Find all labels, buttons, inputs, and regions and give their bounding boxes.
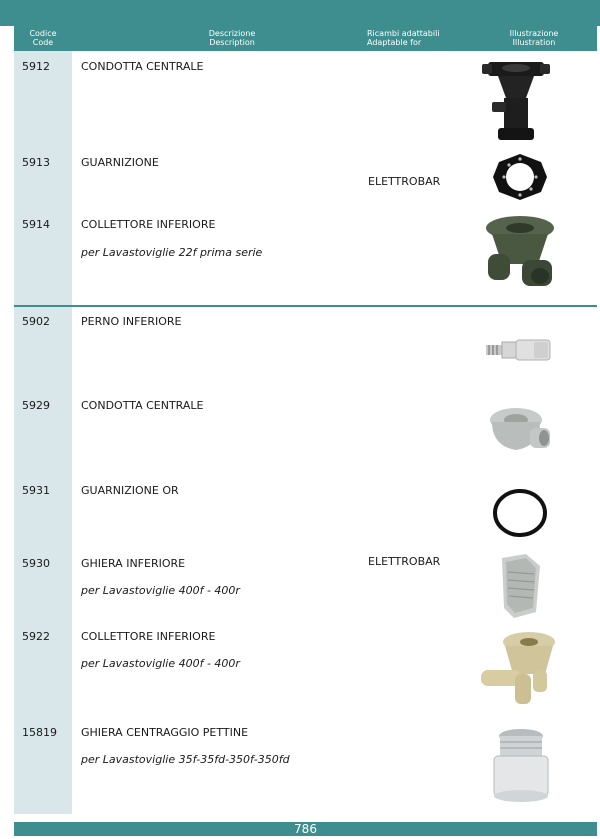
header-adapt-it: Ricambi adattabili xyxy=(367,29,440,38)
central-duct-black-icon xyxy=(480,58,552,144)
item-description: COLLETTORE INFERIORE xyxy=(81,630,216,643)
page-footer xyxy=(14,822,597,836)
header-illustration xyxy=(484,29,584,47)
header-ill-en: Illustration xyxy=(512,38,556,47)
item-note: per Lavastoviglie 35f-35fd-350f-350fd xyxy=(81,753,290,766)
header-desc-it: Descrizione xyxy=(208,29,256,38)
header-code-en: Code xyxy=(32,38,54,47)
item-description: PERNO INFERIORE xyxy=(81,315,182,328)
item-code: 5913 xyxy=(22,156,50,169)
item-description: CONDOTTA CENTRALE xyxy=(81,60,204,73)
page-number: 786 xyxy=(294,822,317,836)
central-duct-grey-icon xyxy=(486,402,552,458)
item-description: COLLETTORE INFERIORE xyxy=(81,218,216,231)
item-code: 5922 xyxy=(22,630,50,643)
item-description: CONDOTTA CENTRALE xyxy=(81,399,204,412)
header-desc-en: Description xyxy=(209,38,255,47)
header-description xyxy=(72,29,392,47)
item-description: GHIERA CENTRAGGIO PETTINE xyxy=(81,726,249,739)
item-code: 5914 xyxy=(22,218,50,231)
gasket-black-icon xyxy=(491,152,549,202)
item-note: per Lavastoviglie 22f prima serie xyxy=(81,246,263,259)
o-ring-icon xyxy=(491,487,549,539)
top-bar xyxy=(0,0,600,26)
adaptable-for: ELETTROBAR xyxy=(368,175,441,188)
centering-ring-nut-icon xyxy=(490,726,552,804)
header-code-it: Codice xyxy=(29,29,57,38)
lower-pin-icon xyxy=(484,336,558,364)
header-code xyxy=(14,29,72,47)
item-code: 5902 xyxy=(22,315,50,328)
header-adaptable xyxy=(367,29,457,47)
group-divider xyxy=(14,305,597,307)
item-code: 5929 xyxy=(22,399,50,412)
item-code: 5912 xyxy=(22,60,50,73)
item-note: per Lavastoviglie 400f - 400r xyxy=(81,584,240,597)
item-description: GHIERA INFERIORE xyxy=(81,557,186,570)
item-code: 15819 xyxy=(22,726,57,739)
adaptable-for: ELETTROBAR xyxy=(368,555,441,568)
item-code: 5931 xyxy=(22,484,50,497)
lower-ring-nut-icon xyxy=(496,552,546,622)
item-code: 5930 xyxy=(22,557,50,570)
header-adapt-en: Adaptable for xyxy=(367,38,422,47)
item-description: GUARNIZIONE OR xyxy=(81,484,179,497)
table-header xyxy=(14,26,597,51)
item-note: per Lavastoviglie 400f - 400r xyxy=(81,657,240,670)
lower-manifold-dark-icon xyxy=(478,214,562,296)
header-ill-it: Illustrazione xyxy=(509,29,559,38)
lower-manifold-beige-icon xyxy=(479,630,565,710)
item-description: GUARNIZIONE xyxy=(81,156,159,169)
